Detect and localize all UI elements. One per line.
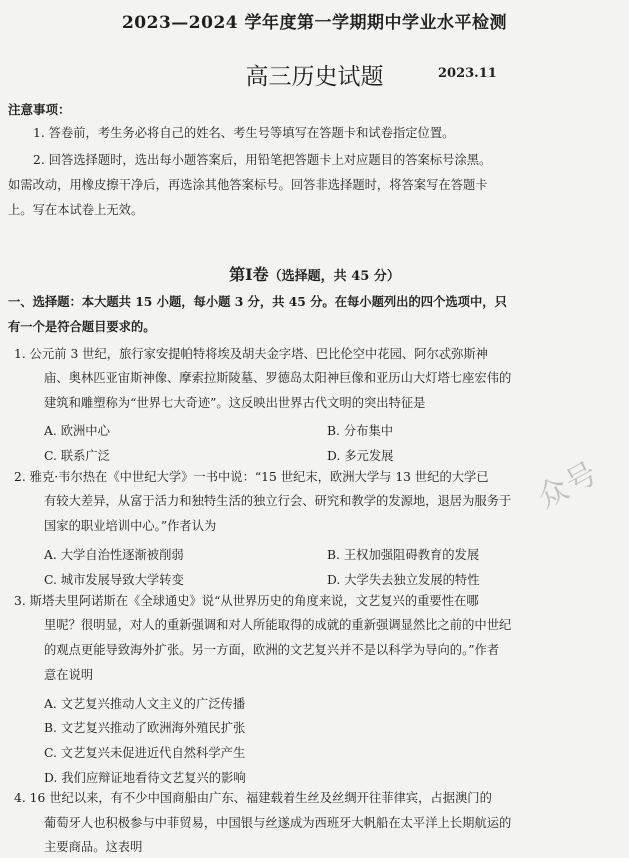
question-4-line-1: 4. 16 世纪以来，有不少中国商船由广东、福建载着生丝及丝绸开往菲律宾，占据澳门的 (14, 791, 492, 805)
question-1-line-1: 1. 公元前 3 世纪，旅行家安提帕特将埃及胡夫金字塔、巴比伦空中花园、阿尔忒弥斯神 (14, 347, 488, 361)
notice-item-1: 1. 答卷前，考生务必将自己的姓名、考生号等填写在答题卡和试卷指定位置。 (33, 126, 455, 140)
question-3-line-1: 3. 斯塔夫里阿诺斯在《全球通史》说“从世界历史的角度来说，文艺复兴的重要性在哪 (14, 594, 479, 608)
watermark: 众号 (531, 455, 605, 516)
question-4-line-3: 主要商品。这表明 (44, 840, 143, 854)
exam-subtitle: 高三历史试题 (245, 64, 384, 90)
question-2-option-b: B. 王权加强阻碍教育的发展 (327, 548, 480, 562)
notice-item-2-line-2: 如需改动，用橡皮擦干净后，再选涂其他答案标号。回答非选择题时，将答案写在答题卡 (8, 178, 488, 192)
question-3-line-4: 意在说明 (44, 668, 94, 682)
section-score: （选择题，共 45 分） (268, 269, 400, 284)
question-1-option-c: C. 联系广泛 (44, 449, 110, 463)
question-3-option-a: A. 文艺复兴推动人文主义的广泛传播 (44, 697, 246, 711)
question-3-option-b: B. 文艺复兴推动了欧洲海外殖民扩张 (44, 721, 246, 735)
notice-item-2-line-1: 2. 回答选择题时，选出每小题答案后，用铅笔把答题卡上对应题目的答案标号涂黑。 (33, 153, 492, 167)
question-3-option-d: D. 我们应辩证地看待文艺复兴的影响 (44, 771, 246, 785)
question-3-line-3: 的观点更能导致海外扩张。另一方面，欧洲的文艺复兴并不是以科学为导向的。”作者 (44, 643, 500, 657)
notice-heading: 注意事项： (8, 102, 71, 117)
question-2-option-d: D. 大学失去独立发展的特性 (327, 573, 480, 587)
question-3-line-2: 里呢？很明显，对人的重新强调和对人所能取得的成就的重新强调显然比之前的中世纪 (44, 618, 512, 632)
section-instruction-line-2: 有一个是符合题目要求的。 (8, 319, 156, 334)
question-1-line-3: 建筑和雕塑称为“世界七大奇迹”。这反映出世界古代文明的突出特征是 (44, 396, 426, 410)
question-4-line-2: 葡萄牙人也积极参与中菲贸易，中国银与丝遂成为西班牙大帆船在太平洋上长期航运的 (44, 816, 512, 830)
section-instruction-line-1: 一、选择题：本大题共 15 小题，每小题 3 分，共 45 分。在每小题列出的四个选项中，只 (8, 294, 507, 309)
question-2-line-3: 国家的职业培训中心。”作者认为 (44, 519, 217, 533)
exam-date: 2023.11 (438, 66, 497, 81)
question-2-line-2: 有较大差异，从富于活力和独特生活的独立行会、研究和教学的发源地，退居为服务于 (44, 494, 512, 508)
question-1-line-2: 庙、奥林匹亚宙斯神像、摩索拉斯陵墓、罗德岛太阳神巨像和亚历山大灯塔七座宏伟的 (44, 371, 512, 385)
section-title (0, 262, 629, 285)
section-name: 第Ⅰ卷 (229, 265, 269, 284)
question-2-option-a: A. 大学自治性逐渐被削弱 (44, 548, 184, 562)
question-1-option-d: D. 多元发展 (327, 449, 394, 463)
question-3-option-c: C. 文艺复兴未促进近代自然科学产生 (44, 746, 246, 760)
notice-item-2-line-3: 上。写在本试卷上无效。 (8, 203, 144, 217)
question-1-option-b: B. 分布集中 (327, 424, 394, 438)
question-2-option-c: C. 城市发展导致大学转变 (44, 573, 184, 587)
exam-title: 2023—2024 学年度第一学期期中学业水平检测 (121, 13, 508, 33)
question-2-line-1: 2. 雅克·韦尔热在《中世纪大学》一书中说：“15 世纪末，欧洲大学与 13 世纪的大学已 (14, 470, 489, 484)
question-1-option-a: A. 欧洲中心 (44, 424, 110, 438)
